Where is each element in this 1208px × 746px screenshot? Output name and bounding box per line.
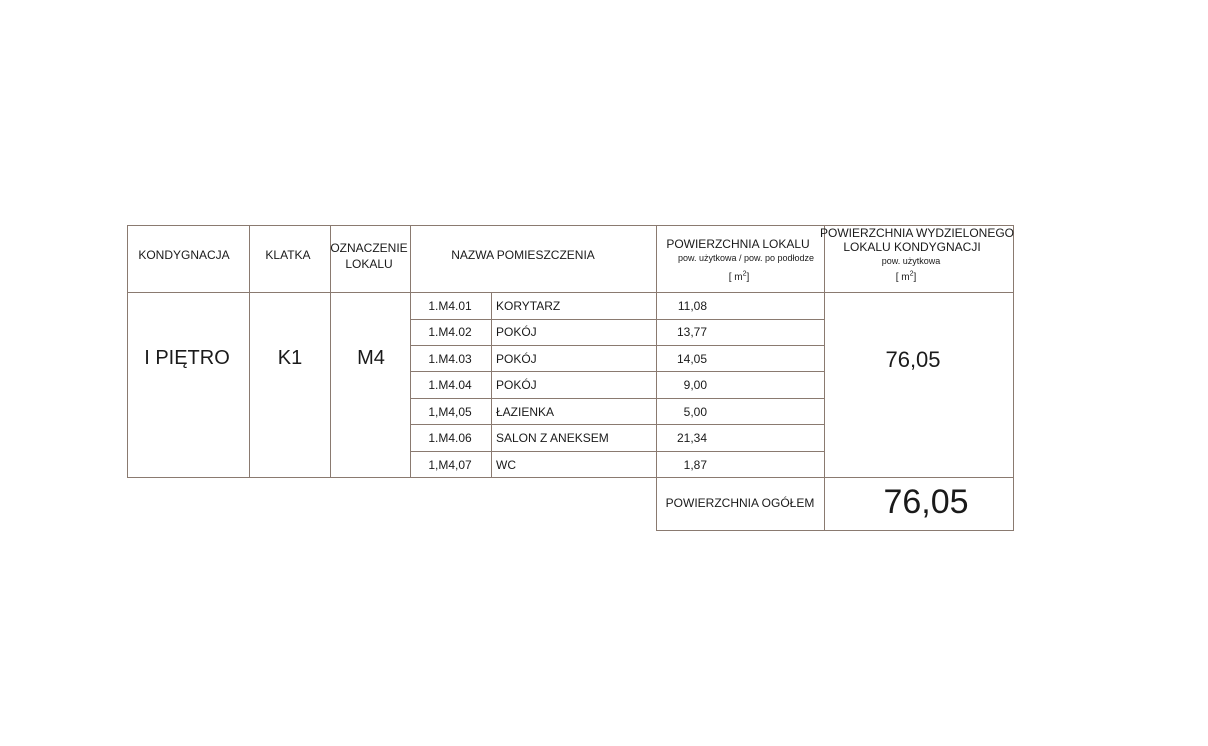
total-value: 76,05 (883, 483, 969, 521)
header-powierzchnia-wydzielonego-line2: LOKALU KONDYGNACJI (843, 240, 981, 254)
room-name: ŁAZIENKA (496, 405, 555, 419)
room-area: 5,00 (683, 405, 707, 419)
unit-exponent: 2 (909, 270, 914, 278)
header-powierzchnia-lokalu-sub: pow. użytkowa / pow. po podłodze (677, 253, 815, 263)
room-code: 1.M4.04 (428, 378, 472, 392)
room-code: 1.M4.06 (428, 431, 472, 445)
header-powierzchnia-wydzielonego-sub: pow. użytkowa (881, 256, 941, 266)
total-bottom-line (656, 530, 1014, 531)
col-line (330, 225, 331, 478)
row-line (410, 424, 824, 425)
room-area: 13,77 (676, 325, 707, 339)
powierzchnia-wydzielona-value: 76,05 (885, 347, 941, 372)
table-body-bottom-line (127, 477, 1014, 478)
unit-suffix: ] (913, 272, 917, 283)
room-code: 1.M4.03 (428, 352, 472, 366)
header-unit-lokalu (729, 272, 750, 284)
row-line (410, 398, 824, 399)
klatka-value: K1 (277, 347, 303, 369)
room-area: 9,00 (683, 378, 707, 392)
table-border-left (127, 225, 128, 478)
unit-exponent: 2 (742, 270, 747, 278)
room-code: 1.M4.01 (428, 299, 472, 313)
room-name: POKÓJ (496, 378, 537, 392)
total-label: POWIERZCHNIA OGÓŁEM (665, 496, 815, 510)
header-unit-wydzielonego (896, 272, 917, 284)
col-line (491, 292, 492, 478)
room-code: 1,M4,05 (428, 405, 472, 419)
row-line (410, 371, 824, 372)
header-klatka: KLATKA (265, 248, 311, 262)
header-kondygnacja: KONDYGNACJA (138, 248, 230, 262)
col-line (249, 225, 250, 478)
col-line (410, 225, 411, 478)
room-area: 21,34 (676, 431, 707, 445)
room-code: 1,M4,07 (428, 458, 472, 472)
header-nazwa-pomieszczenia: NAZWA POMIESZCZENIA (451, 248, 595, 262)
room-name: KORYTARZ (496, 299, 561, 313)
header-powierzchnia-lokalu: POWIERZCHNIA LOKALU (666, 237, 810, 251)
room-name: POKÓJ (496, 352, 537, 366)
kondygnacja-value: I PIĘTRO (144, 347, 230, 369)
unit-prefix: [ m (728, 272, 743, 283)
room-area: 1,87 (683, 458, 707, 472)
header-oznaczenie-line1: OZNACZENIE (330, 241, 408, 255)
unit-prefix: [ m (895, 272, 910, 283)
header-oznaczenie-line2: LOKALU (345, 257, 393, 271)
room-name: SALON Z ANEKSEM (496, 431, 609, 445)
room-area: 11,08 (677, 299, 707, 313)
row-line (410, 345, 824, 346)
room-area: 14,05 (676, 352, 707, 366)
header-powierzchnia-wydzielonego-line1: POWIERZCHNIA WYDZIELONEGO (819, 226, 1015, 240)
col-line (824, 225, 825, 531)
room-name: WC (496, 458, 516, 472)
col-line (656, 225, 657, 531)
lokal-value: M4 (357, 347, 385, 369)
unit-suffix: ] (746, 272, 750, 283)
row-line (410, 451, 824, 452)
table-border-right (1013, 225, 1014, 531)
header-bottom-line (127, 292, 1014, 293)
room-code: 1.M4.02 (428, 325, 472, 339)
row-line (410, 319, 824, 320)
room-name: POKÓJ (496, 325, 537, 339)
